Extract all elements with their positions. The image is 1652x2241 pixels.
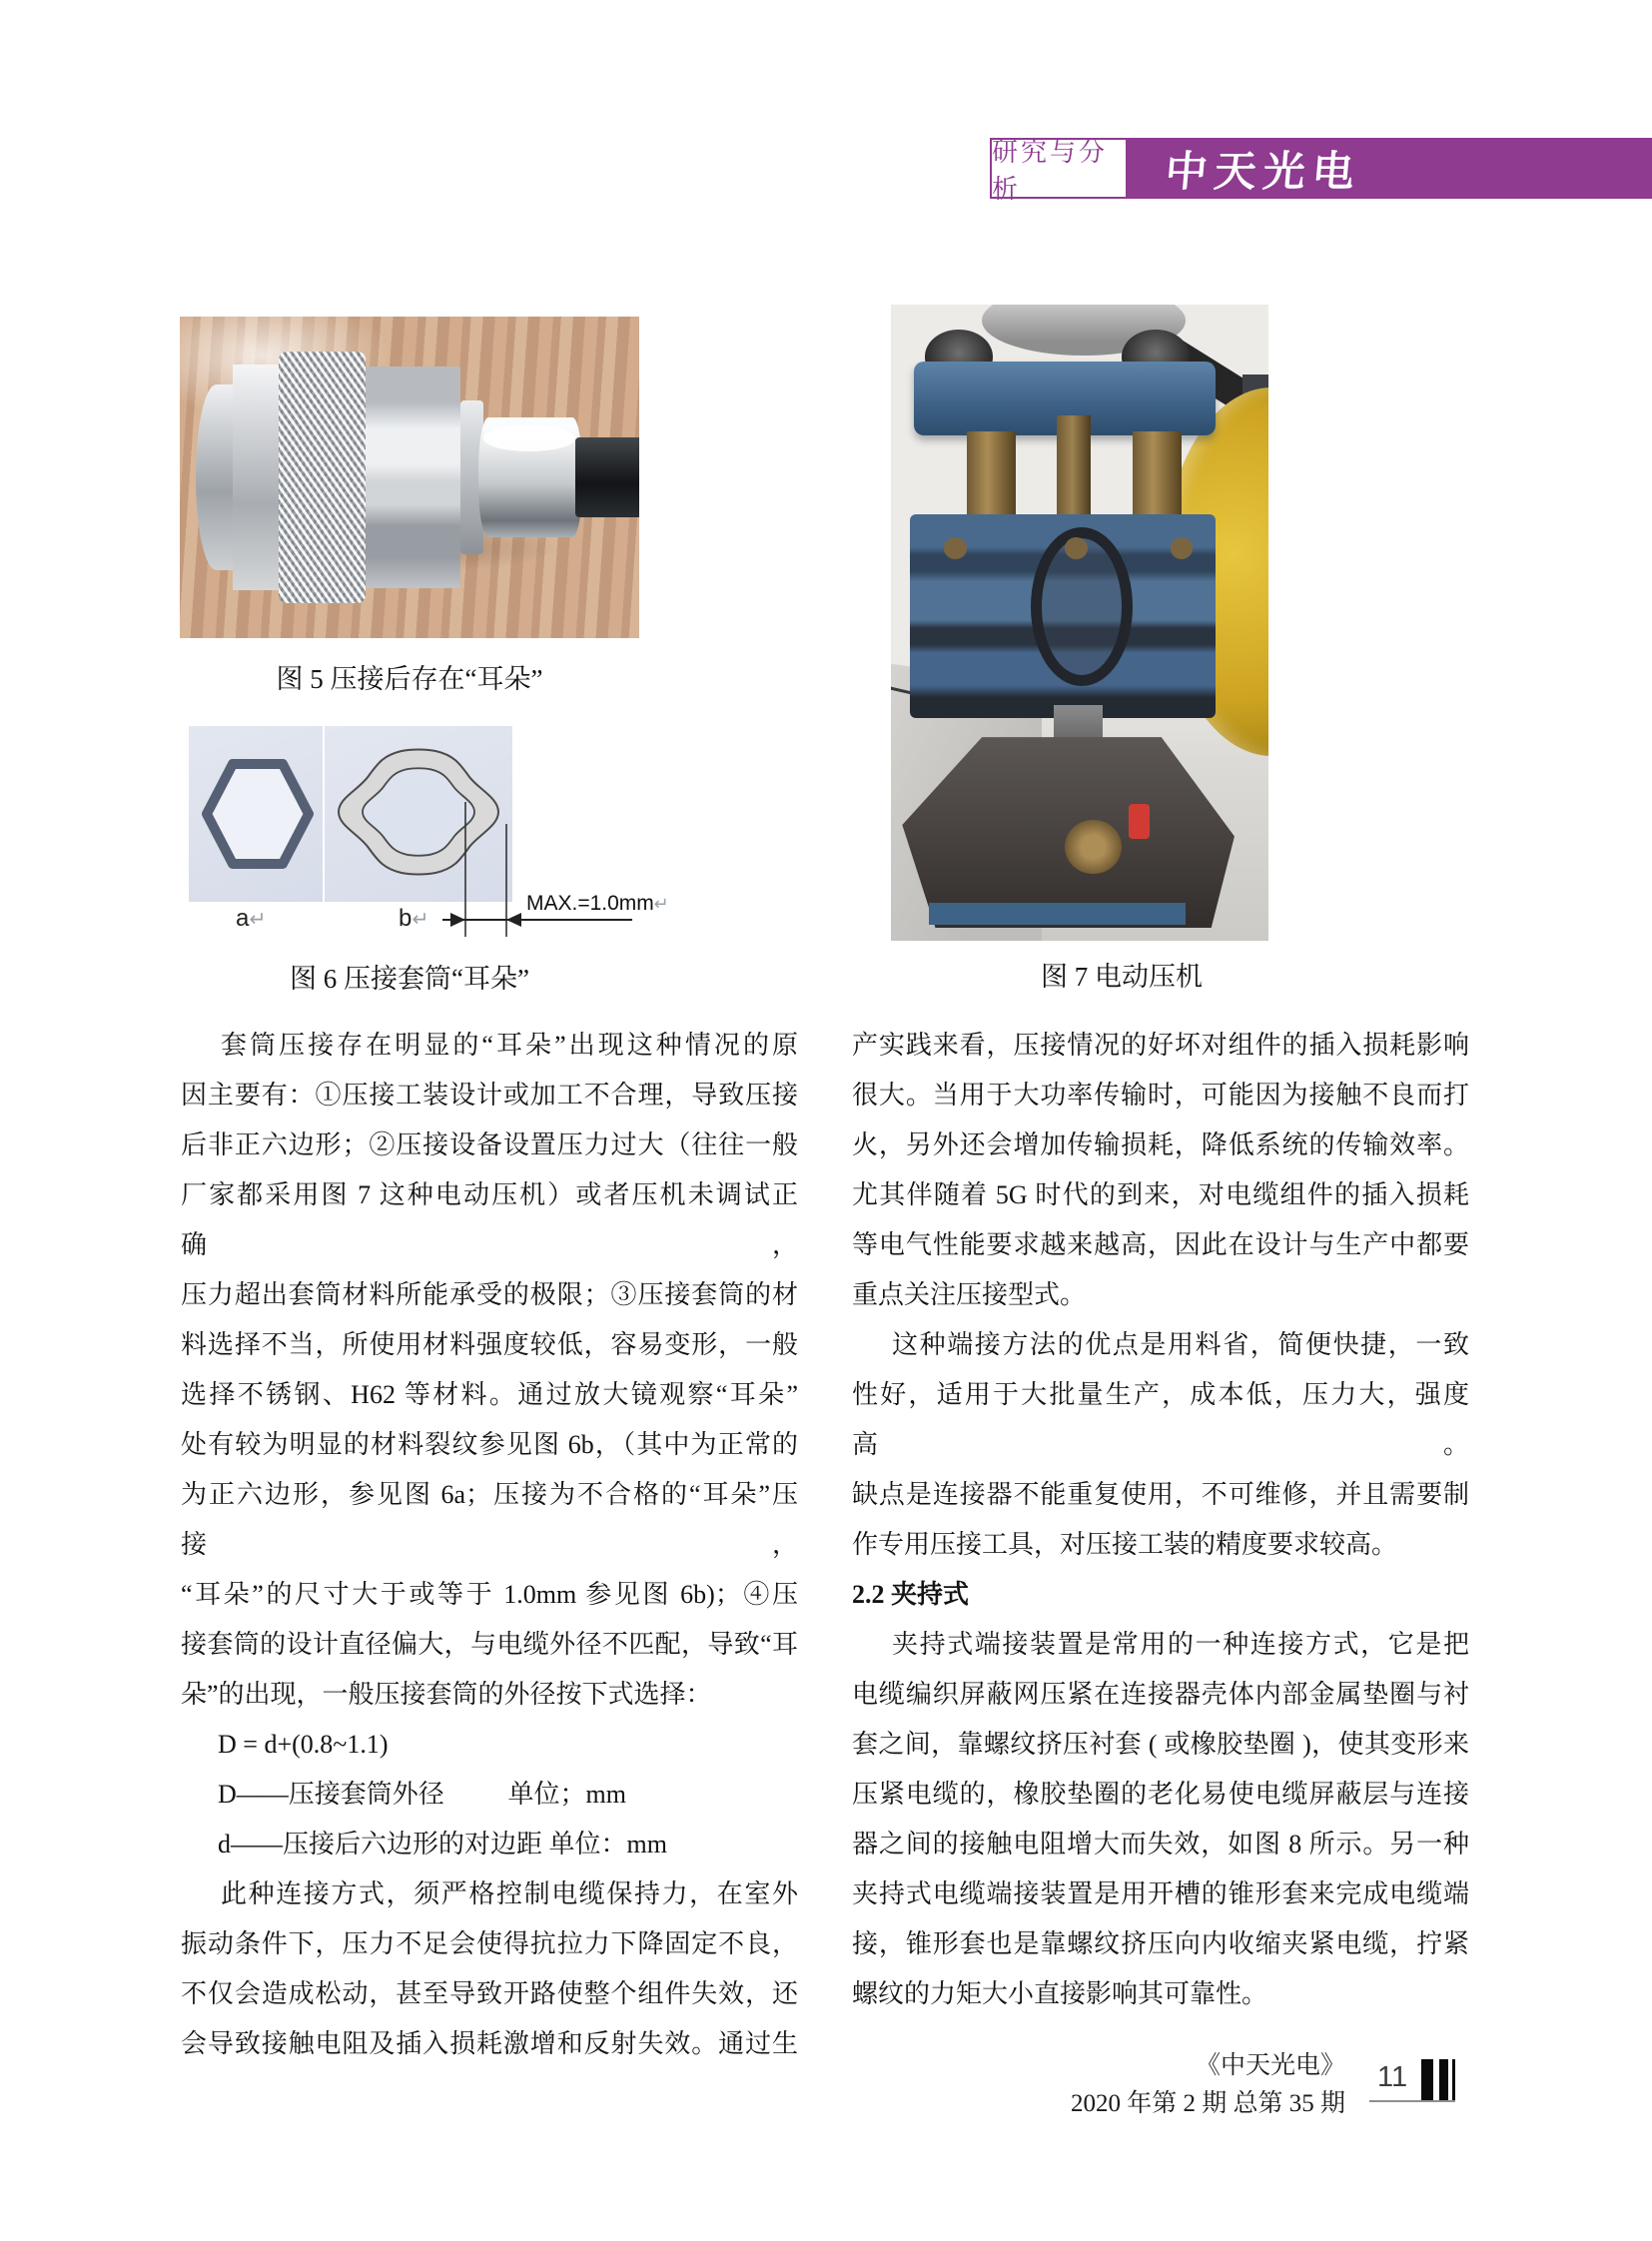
text-line: “耳朵”的尺寸大于或等于 1.0mm 参见图 6b)；④压 — [181, 1580, 798, 1609]
text-line: 很大。当用于大功率传输时，可能因为接触不良而打 — [852, 1081, 1469, 1110]
text-line: 料选择不当，所使用材料强度较低，容易变形，一般 — [181, 1330, 798, 1359]
page-number: 11 — [1377, 2061, 1408, 2093]
barcode-bar — [1439, 2059, 1448, 2100]
footer-issue-info: 2020 年第 2 期 总第 35 期 — [1070, 2090, 1345, 2117]
return-mark-icon: ↵ — [249, 909, 267, 931]
center-shaft — [1057, 415, 1091, 523]
max-dimension-label — [526, 892, 669, 916]
figure7-caption: 图 7 电动压机 — [1041, 962, 1203, 992]
text-line: 此种连接方式，须严格控制电缆保持力，在室外 — [221, 1879, 798, 1908]
return-mark-icon: ↵ — [653, 894, 669, 914]
text-line: 缺点是连接器不能重复使用，不可维修，并且需要制 — [852, 1480, 1469, 1509]
red-knob — [1129, 804, 1150, 839]
text-line: 产实践来看，压接情况的好坏对组件的插入损耗影响 — [852, 1031, 1469, 1060]
max-dimension-text: MAX.=1.0mm — [526, 892, 654, 915]
text-line: 这种端接方法的优点是用料省，简便快捷，一致 — [892, 1330, 1469, 1359]
bolt-head — [1171, 537, 1194, 559]
text-line: 夹持式电缆端接装置是用开槽的锥形套来完成电缆端 — [852, 1879, 1469, 1908]
section-label-box — [990, 136, 1128, 204]
footer-journal-name: 《中天光电》 — [1195, 2052, 1345, 2079]
brand-logotype: 中天光电 — [1163, 146, 1363, 196]
definition-symbol-D: D——压接套筒外径 — [218, 1780, 444, 1809]
text-line: 螺纹的力矩大小直接影响其可靠性。 — [852, 1979, 1268, 2008]
text-line: 压紧电缆的，橡胶垫圈的老化易使电缆屏蔽层与连接 — [852, 1780, 1469, 1809]
black-cable — [575, 437, 639, 518]
connector-hex-nut — [366, 367, 459, 588]
bolt-head — [944, 537, 967, 559]
hexagon-normal-crimp — [189, 726, 323, 902]
text-line: 处有较为明显的材料裂纹参见图 6b，（其中为正常的 — [181, 1430, 798, 1459]
figure7-photo-press-machine — [891, 305, 1268, 941]
figure6-panel-a — [189, 726, 323, 902]
text-line: 重点关注压接型式。 — [852, 1280, 1087, 1309]
text-line: 套筒压接存在明显的“耳朵”出现这种情况的原 — [221, 1031, 798, 1060]
ferrule-highlight — [483, 425, 575, 451]
text-line: 压力超出套筒材料所能承受的极限；③压接套筒的材 — [181, 1280, 798, 1309]
section-label: 研究与分析 — [992, 136, 1109, 204]
definition-unit: 单位：mm — [548, 1830, 667, 1859]
formula-line: D = d+(0.8~1.1) — [218, 1730, 389, 1759]
page-number-underline — [1369, 2100, 1455, 2102]
base-blue-edge — [929, 903, 1186, 925]
right-bronze-cylinder — [1133, 431, 1182, 527]
barcode-bar — [1421, 2059, 1433, 2100]
text-line: 为正六边形，参见图 6a；压接为不合格的“耳朵”压接， — [181, 1480, 798, 1559]
text-line: 作专用压接工具，对压接工装的精度要求较高。 — [852, 1530, 1398, 1559]
definition-symbol-d: d——压接后六边形的对边距 — [218, 1830, 543, 1859]
barcode-bar — [1452, 2059, 1455, 2100]
brand-banner — [1128, 138, 1652, 199]
left-text-column — [181, 1021, 798, 2069]
text-line: 电缆编织屏蔽网压紧在连接器壳体内部金属垫圈与衬 — [852, 1680, 1469, 1709]
left-bronze-cylinder — [967, 431, 1016, 527]
text-line: 火，另外还会增加传输损耗，降低系统的传输效率。 — [852, 1130, 1469, 1159]
text-line: 等电气性能要求越来越高，因此在设计与生产中都要 — [852, 1230, 1469, 1259]
text-line: 接，锥形套也是靠螺纹挤压向内收缩夹紧电缆，拧紧 — [852, 1929, 1469, 1958]
return-mark-icon: ↵ — [412, 909, 429, 931]
text-line: 性好，适用于大批量生产，成本低，压力大，强度高。 — [852, 1380, 1469, 1459]
section-heading-2-2: 2.2 夹持式 — [852, 1580, 970, 1609]
label-b-text: b — [399, 905, 413, 932]
connector-body — [233, 365, 286, 589]
figure6b-label — [399, 905, 428, 933]
text-line: 接套筒的设计直径偏大，与电缆外径不匹配，导致“耳 — [181, 1630, 798, 1659]
figure6-caption: 图 6 压接套筒“耳朵” — [290, 964, 529, 994]
brass-fitting — [1065, 820, 1122, 874]
page-number-marker — [1369, 2057, 1455, 2102]
text-line: 朵”的出现，一般压接套筒的外径按下式选择： — [181, 1680, 712, 1709]
definition-unit: 单位；mm — [507, 1780, 626, 1809]
text-line: 选择不锈钢、H62 等材料。通过放大镜观察“耳朵” — [181, 1380, 798, 1409]
text-line: 振动条件下，压力不足会使得抗拉力下降固定不良， — [181, 1929, 798, 1958]
text-line: 后非正六边形；②压接设备设置压力过大（往往一般 — [181, 1130, 798, 1159]
text-line: 夹持式端接装置是常用的一种连接方式，它是把 — [892, 1630, 1469, 1659]
dimension-lines — [439, 794, 639, 944]
text-line: 因主要有：①压接工装设计或加工不合理，导致压接 — [181, 1081, 798, 1110]
label-a-text: a — [236, 905, 250, 932]
bolt-head — [1065, 537, 1088, 559]
text-line: 会导致接触电阻及插入损耗激增和反射失效。通过生 — [181, 2029, 798, 2058]
figure5-photo-connector — [180, 317, 639, 638]
text-line: 不仅会造成松动，甚至导致开路使整个组件失效，还 — [181, 1979, 798, 2008]
right-text-column — [852, 1021, 1469, 2019]
text-line: 套之间，靠螺纹挤压衬套 ( 或橡胶垫圈 )，使其变形来 — [852, 1730, 1469, 1759]
text-line: 器之间的接触电阻增大而失效，如图 8 所示。另一种 — [852, 1830, 1469, 1859]
figure6a-label — [236, 905, 266, 933]
definition-line — [181, 1770, 798, 1820]
connector-knurled-ring — [279, 352, 366, 602]
definition-line — [181, 1820, 798, 1869]
figure5-caption: 图 5 压接后存在“耳朵” — [276, 664, 543, 694]
text-line: 厂家都采用图 7 这种电动压机）或者压机未调试正确， — [181, 1180, 798, 1259]
text-line: 尤其伴随着 5G 时代的到来，对电缆组件的插入损耗 — [852, 1180, 1469, 1209]
